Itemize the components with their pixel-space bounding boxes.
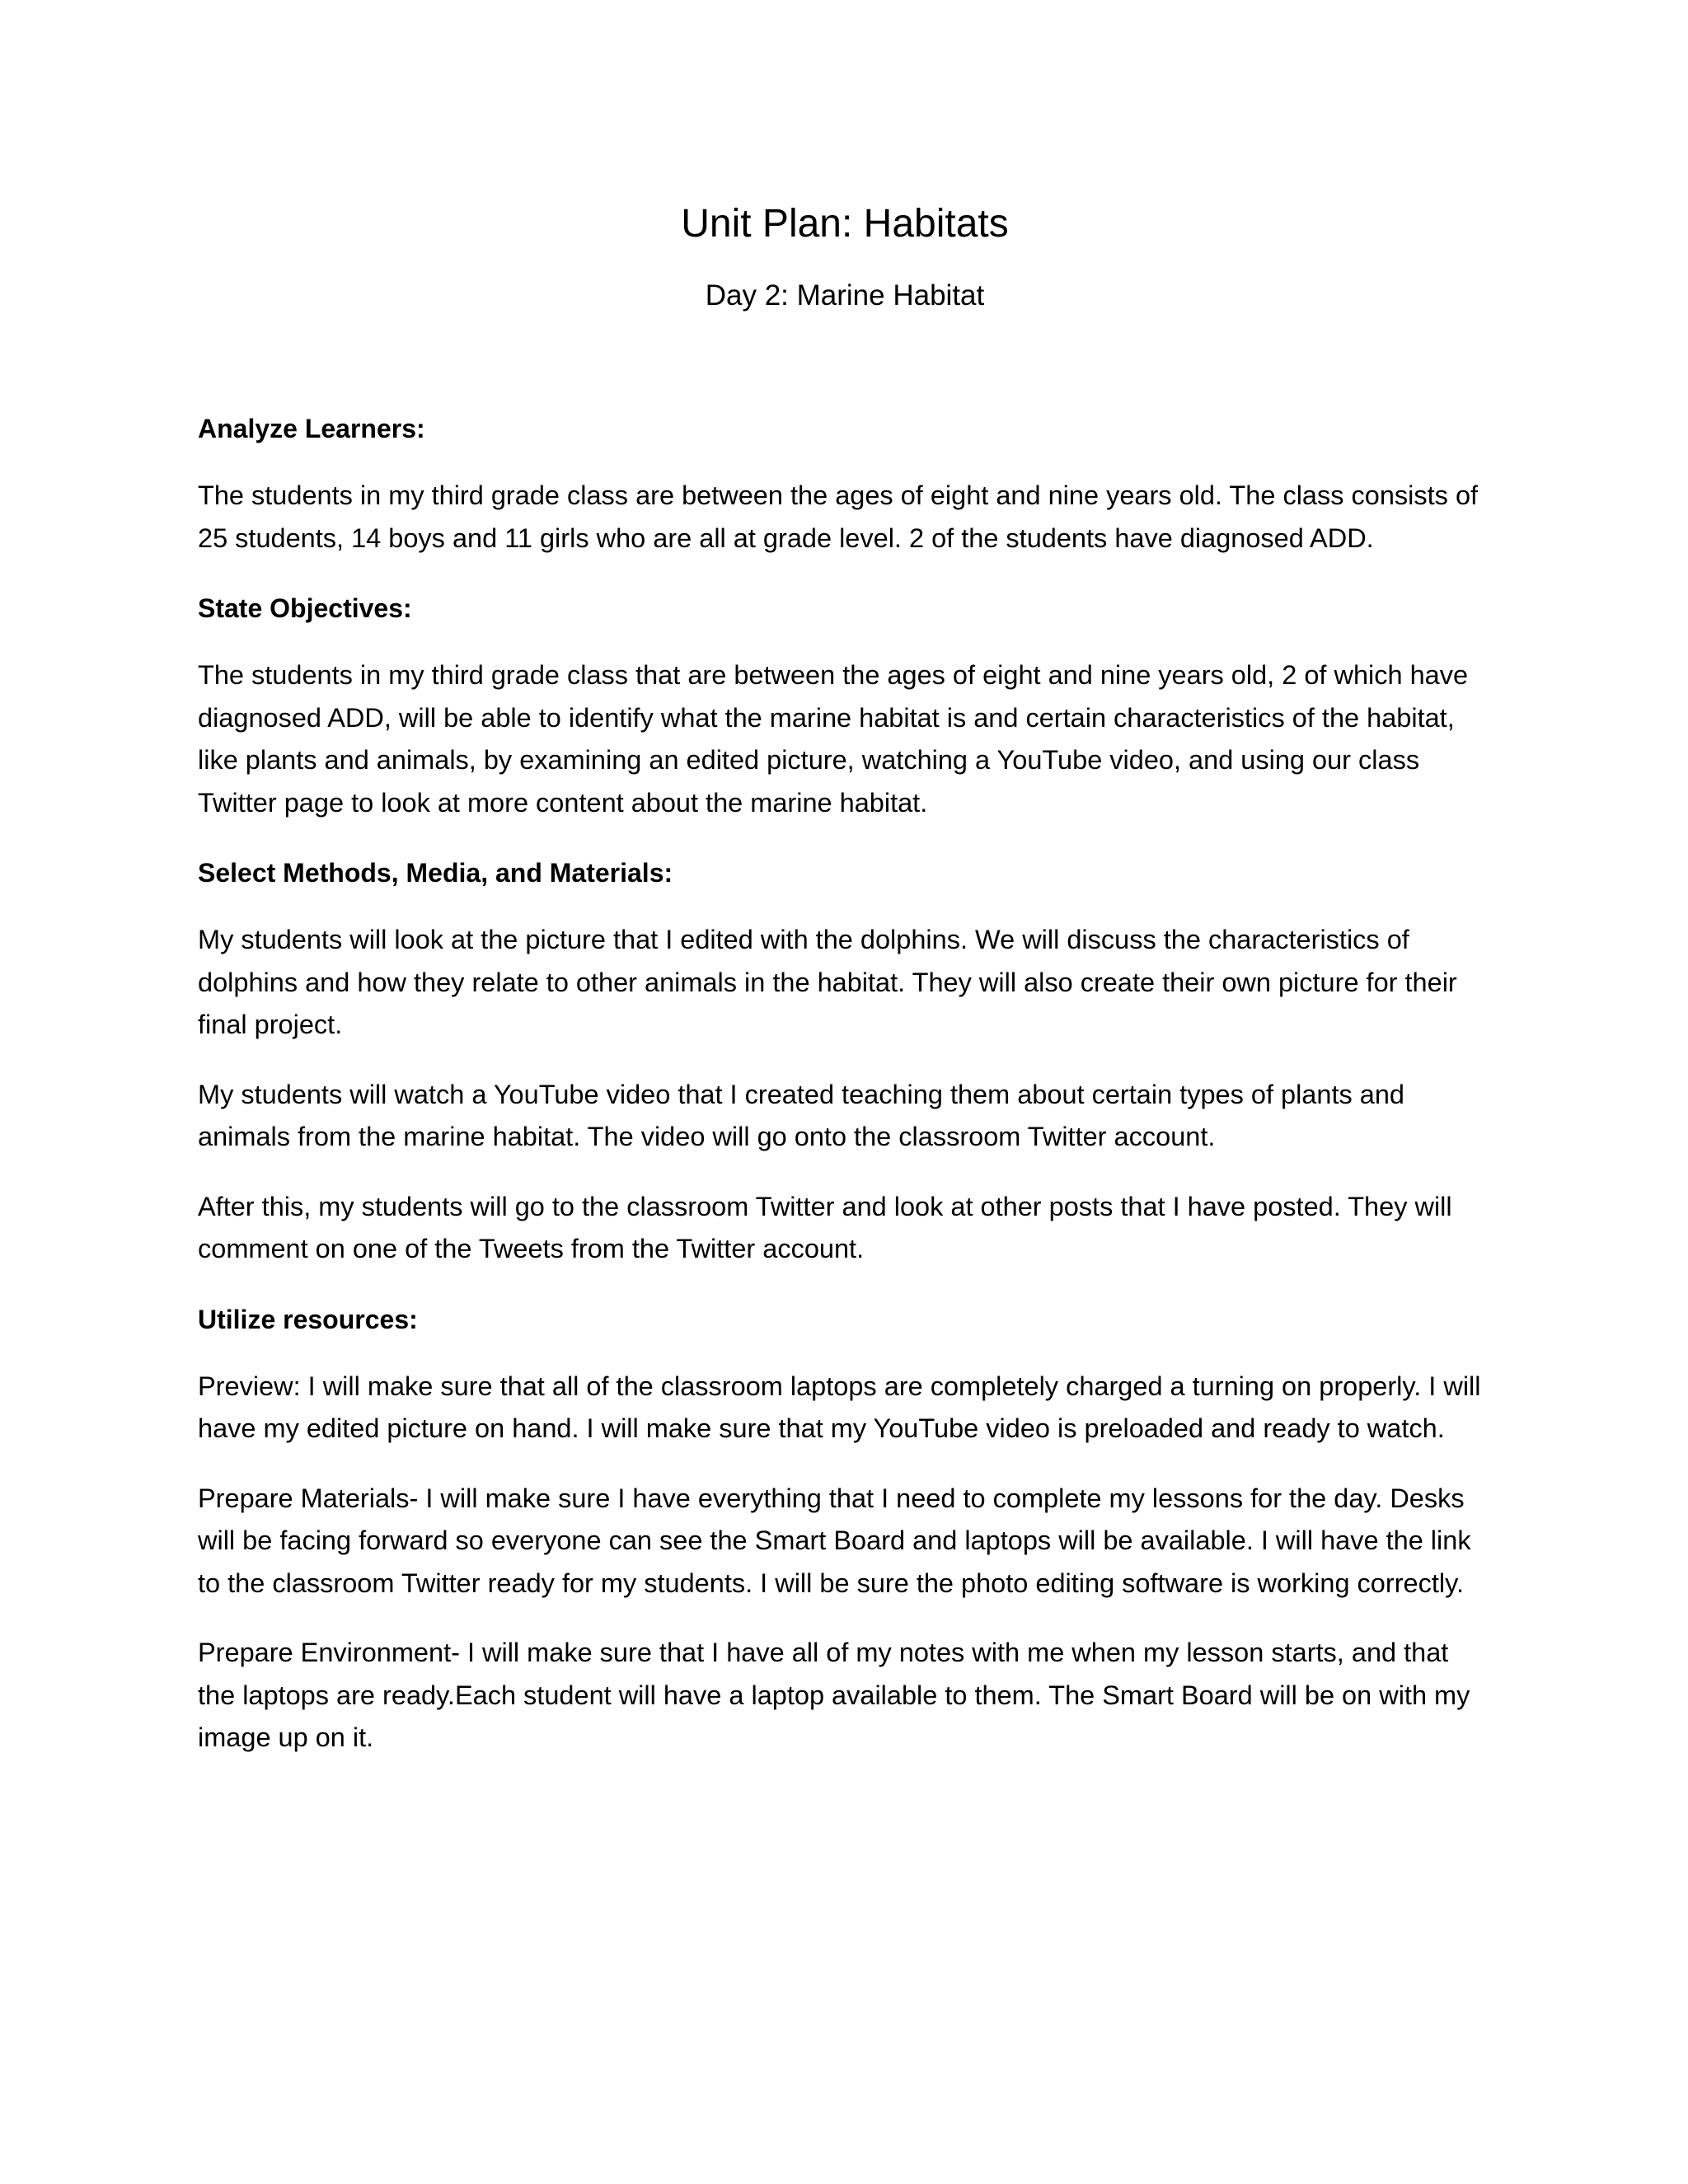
paragraph: The students in my third grade class that are between the ages of eight and nine years old, 2 of which have diagnosed ADD, will be able to identify what the marine habitat is and certain characteristics of the habitat, like plants and animals, by examining an edited picture, watching a YouTube video, and using our class Twitter page to look at more content about the marine habitat. <box>198 660 1469 818</box>
section-utilize-resources <box>198 1298 1492 1760</box>
paragraph: Preview: I will make sure that all of the classroom laptops are completely charged a turning on properly. I will have my edited picture on hand. I will make sure that my YouTube video is preloaded and ready to watch. <box>198 1371 1481 1443</box>
paragraph: My students will look at the picture that I edited with the dolphins. We will discuss the characteristics of dolphins and how they relate to other animals in the habitat. They will also create their own picture for their final project. <box>198 925 1457 1039</box>
section-heading: State Objectives: <box>198 593 412 623</box>
document-title: Unit Plan: Habitats <box>681 202 1009 246</box>
paragraph: Prepare Materials- I will make sure I have everything that I need to complete my lessons for the day. Desks will be facing forward so everyone can see the Smart Board and laptops will be available. I will have the link to the classroom Twitter ready for my students. I will be sure the photo editing software is working correctly. <box>198 1483 1471 1598</box>
section-heading: Select Methods, Media, and Materials: <box>198 858 673 888</box>
paragraph: After this, my students will go to the classroom Twitter and look at other posts that I have posted. They will comment on one of the Tweets from the Twitter account. <box>198 1191 1452 1263</box>
section-analyze-learners <box>198 407 1492 560</box>
document-subtitle: Day 2: Marine Habitat <box>705 279 985 312</box>
section-methods-media-materials <box>198 851 1492 1271</box>
section-heading: Analyze Learners: <box>198 414 425 443</box>
paragraph: Prepare Environment- I will make sure that I have all of my notes with me when my lesson starts, and that the laptops are ready.Each student will have a laptop available to them. The Smart Board will be on with my image up on it. <box>198 1638 1470 1752</box>
document-content <box>198 198 1492 1787</box>
paragraph: The students in my third grade class are between the ages of eight and nine years old. The class consists of 25 students, 14 boys and 11 girls who are all at grade level. 2 of the students have diagnosed ADD. <box>198 480 1479 553</box>
paragraph: My students will watch a YouTube video that I created teaching them about certain types of plants and animals from the marine habitat. The video will go onto the classroom Twitter account. <box>198 1079 1404 1151</box>
section-heading: Utilize resources: <box>198 1304 418 1334</box>
section-state-objectives <box>198 587 1492 824</box>
